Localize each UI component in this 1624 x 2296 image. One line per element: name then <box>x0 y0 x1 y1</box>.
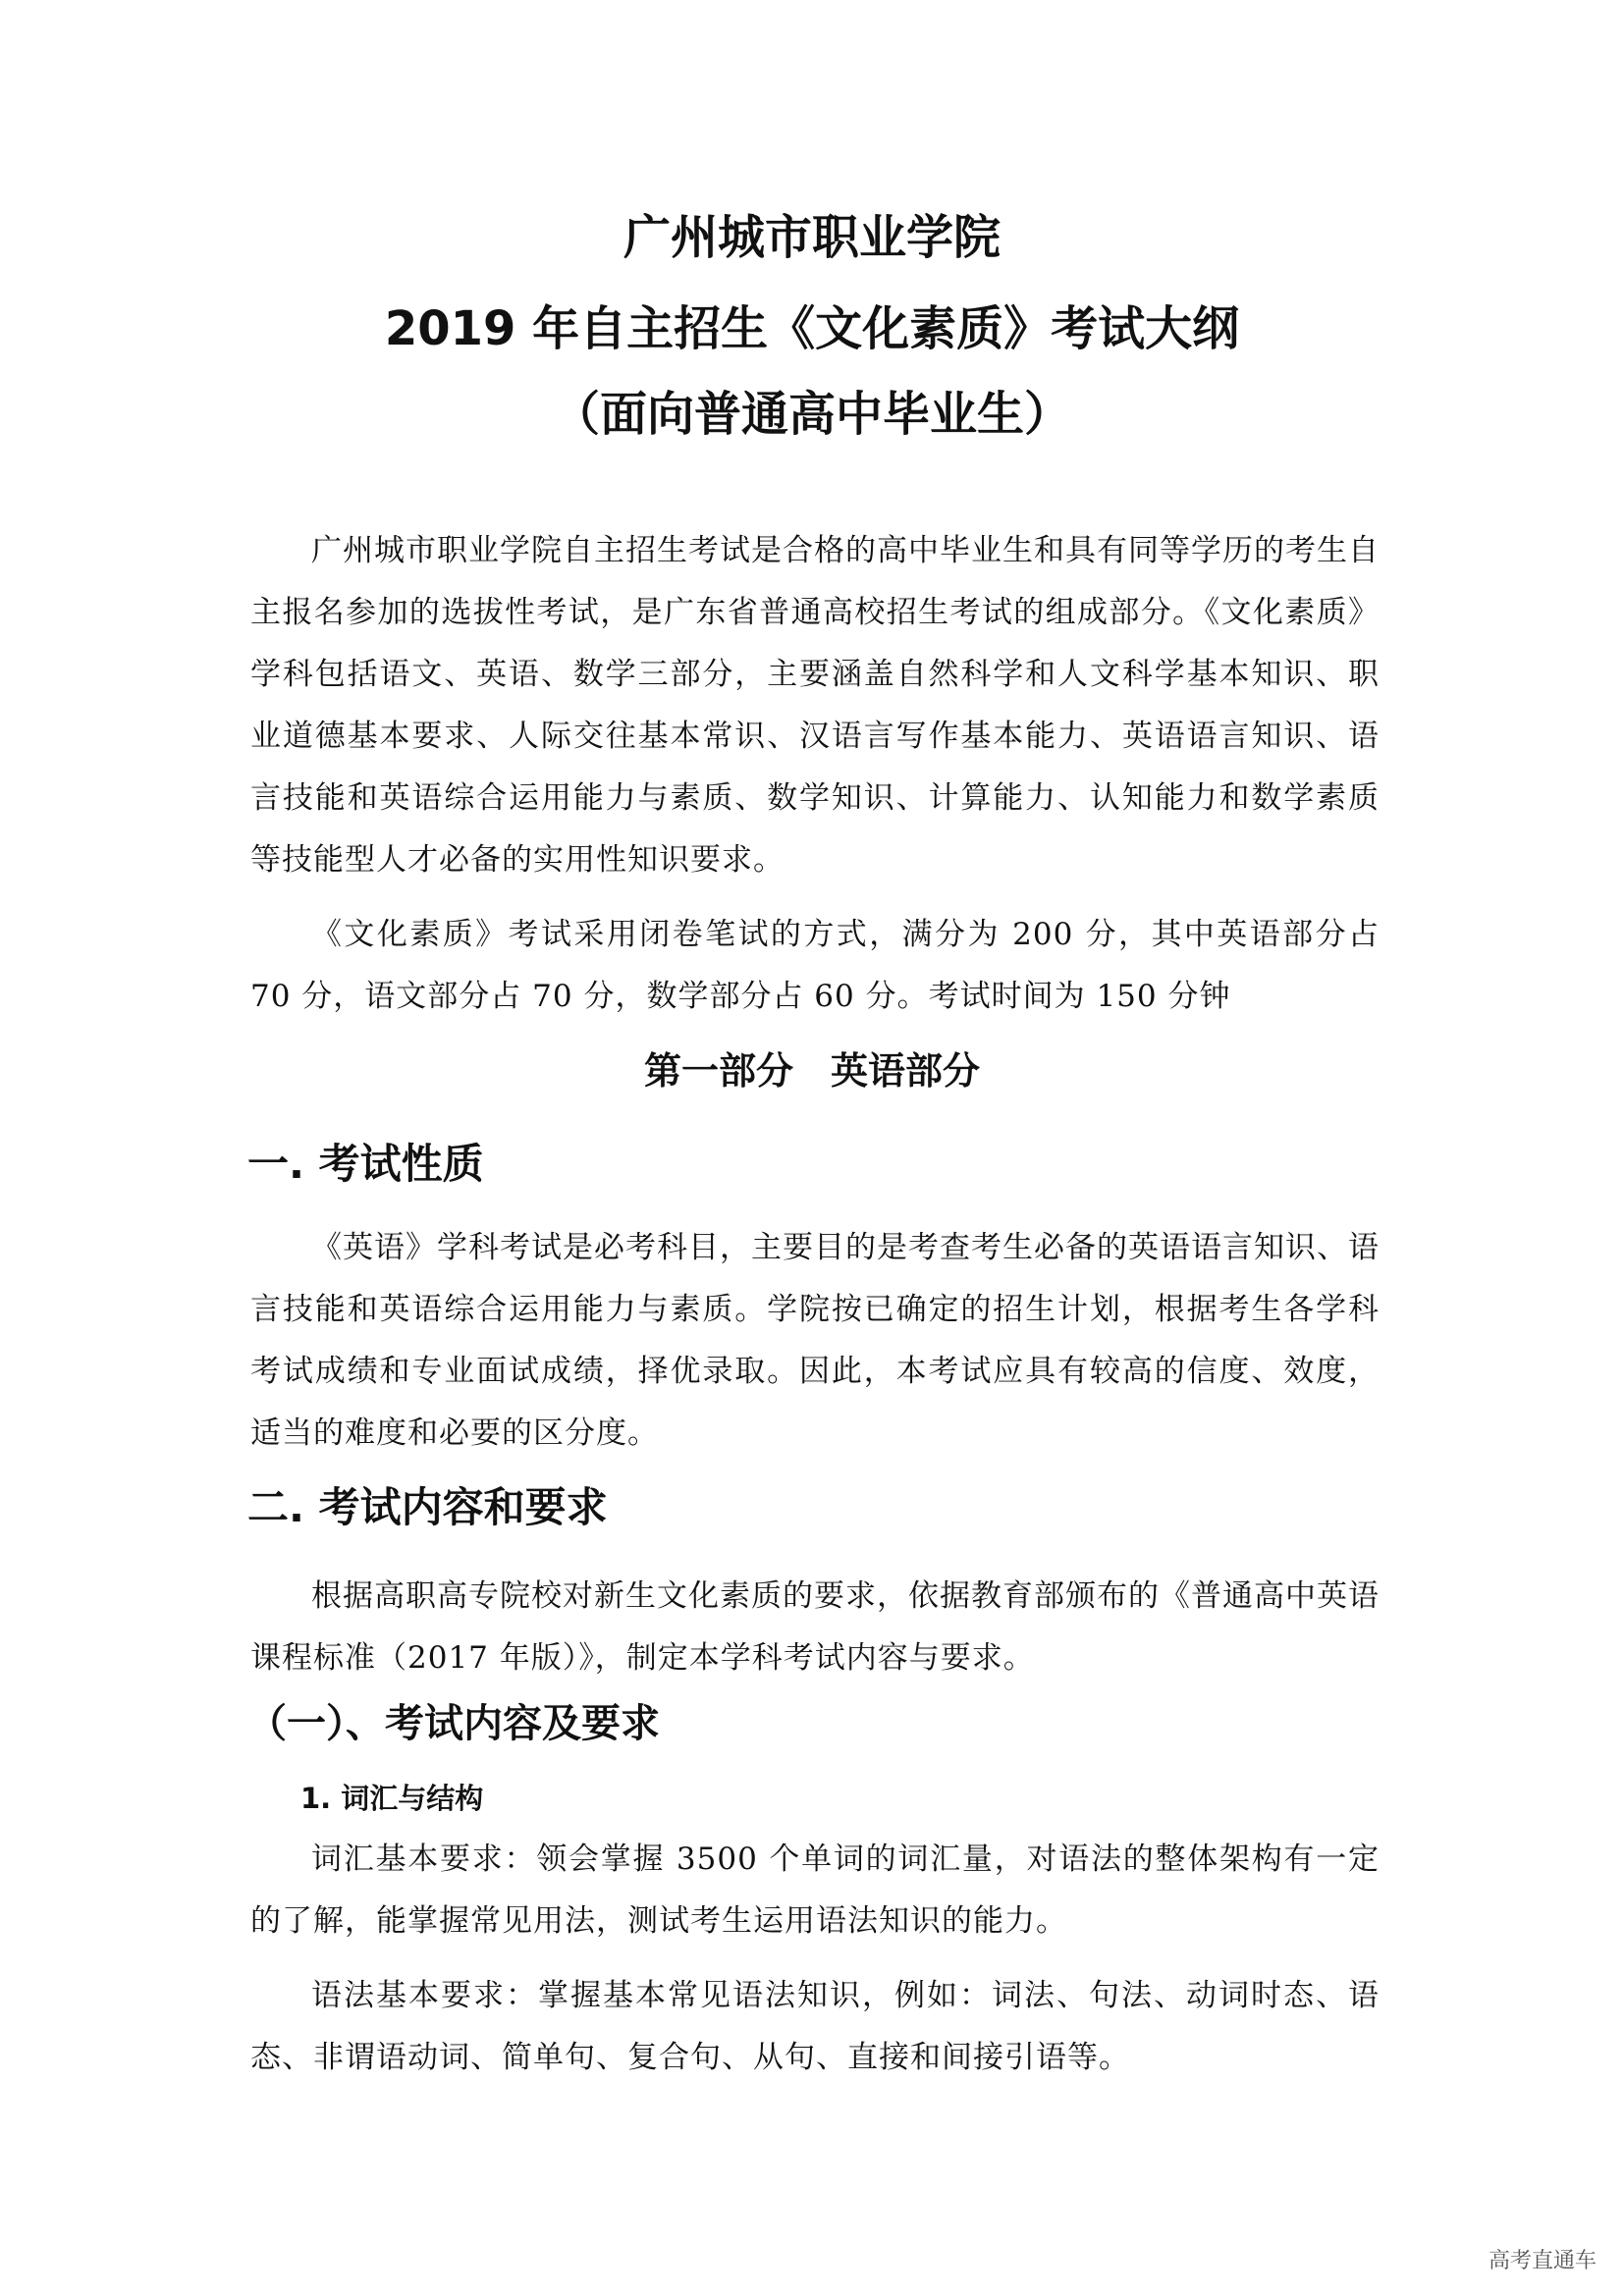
section-body-nature: 《英语》学科考试是必考科目，主要目的是考查考生必备的英语语言知识、语言技能和英语综合运用能力与素质。学院按已确定的招生计划，根据考生各学科考试成绩和专业面试成绩，择优录取。因此，本考试应具有较高的信度、效度，适当的难度和必要的区分度。 <box>250 1230 1380 1451</box>
section-heading-content: 二. 考试内容和要求 <box>247 1483 608 1531</box>
subsection-heading: （一）、考试内容及要求 <box>247 1701 660 1746</box>
watermark: 高考直通车 <box>1488 2249 1597 2273</box>
part-heading: 第一部分 英语部分 <box>643 1049 980 1093</box>
section-body-content: 根据高职高专院校对新生文化素质的要求，依据教育部颁布的《普通高中英语课程标准（2017 年版）》，制定本学科考试内容与要求。 <box>250 1578 1380 1676</box>
section-heading-nature: 一. 考试性质 <box>247 1140 484 1188</box>
intro-paragraph-1: 广州城市职业学院自主招生考试是合格的高中毕业生和具有同等学历的考生自主报名参加的选拔性考试，是广东省普通高校招生考试的组成部分。《文化素质》学科包括语文、英语、数学三部分，主要涵盖自然科学和人文科学基本知识、职业道德基本要求、人际交往基本常识、汉语言写作基本能力、英语语言知识、语言技能和英语综合运用能力与素质、数学知识、计算能力、认知能力和数学素质等技能型人才必备的实用性知识要求。 <box>250 533 1380 878</box>
item-heading-vocabulary: 1. 词汇与结构 <box>300 1782 484 1815</box>
title-line-1: 广州城市职业学院 <box>623 210 1001 265</box>
intro-paragraph-2: 《文化素质》考试采用闭卷笔试的方式，满分为 200 分，其中英语部分占 70 分，语文部分占 70 分，数学部分占 60 分。考试时间为 150 分钟 <box>250 917 1380 1014</box>
title-line-3: （面向普通高中毕业生） <box>552 387 1071 442</box>
title-line-2: 2019 年自主招生《文化素质》考试大纲 <box>384 301 1240 356</box>
vocabulary-requirement: 词汇基本要求：领会掌握 3500 个单词的词汇量，对语法的整体架构有一定的了解，能掌握常见用法，测试考生运用语法知识的能力。 <box>250 1842 1380 1939</box>
grammar-requirement: 语法基本要求：掌握基本常见语法知识，例如：词法、句法、动词时态、语态、非谓语动词、简单句、复合句、从句、直接和间接引语等。 <box>250 1978 1380 2075</box>
